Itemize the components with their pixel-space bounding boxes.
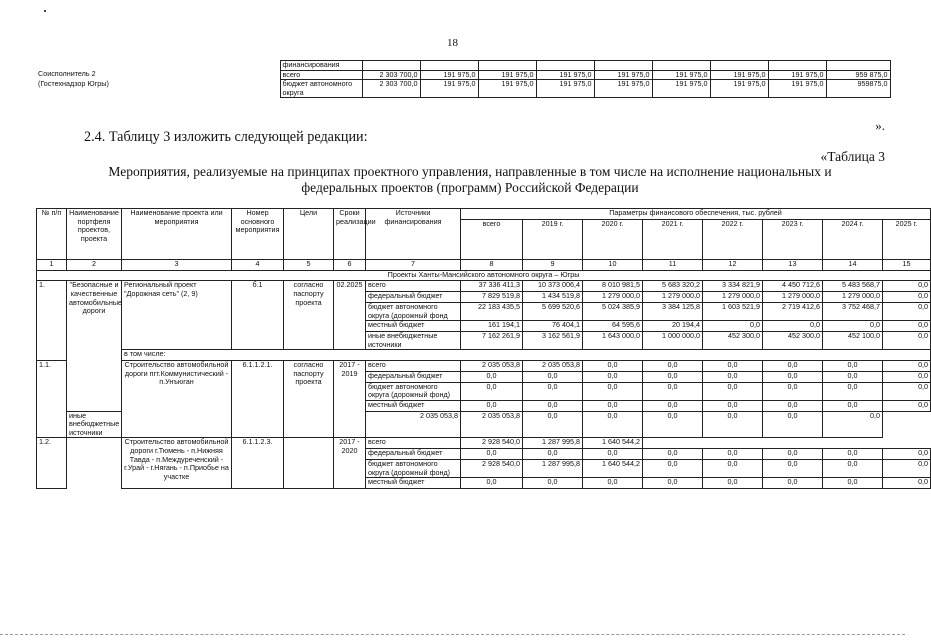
header-cell: Наименование проекта или мероприятия	[122, 209, 232, 260]
value-cell: 0,0	[523, 478, 583, 489]
value-cell: 0,0	[643, 459, 703, 477]
value-cell: 191 975,0	[478, 80, 536, 98]
source-cell: всего	[366, 281, 461, 292]
source-cell: иные внебюджетные источники	[366, 331, 461, 349]
value-cell: 1 279 000,0	[823, 292, 883, 303]
value-cell: 5 024 385,9	[583, 302, 643, 320]
executor-cell: (Гостехнадзор Югры)	[38, 78, 109, 88]
value-cell: 76 404,1	[523, 321, 583, 332]
value-cell: 1 434 519,8	[523, 292, 583, 303]
value-cell: 191 975,0	[536, 70, 594, 80]
column-number: 6	[334, 259, 366, 270]
value-cell: 0,0	[883, 281, 931, 292]
value-cell: 2 303 700,0	[362, 70, 420, 80]
value-cell: 452 100,0	[823, 331, 883, 349]
goal-cell: согласно паспорту проекта	[284, 360, 334, 437]
value-cell: 0,0	[461, 400, 523, 411]
value-cell: 0,0	[643, 478, 703, 489]
table-label: «Таблица 3	[820, 149, 885, 164]
project-cell: Региональный проект "Дорожная сеть" (2, 9)	[122, 281, 232, 350]
top-table	[36, 60, 891, 98]
term-cell: 2017 - 2019	[334, 360, 366, 437]
value-cell: 0,0	[643, 449, 703, 460]
source-cell: федеральный бюджет	[366, 371, 461, 382]
value-cell: 0,0	[461, 382, 523, 400]
value-cell: 0,0	[583, 360, 643, 371]
source-cell: финансирования	[280, 61, 362, 71]
value-cell: 0,0	[583, 478, 643, 489]
source-cell: федеральный бюджет	[366, 449, 461, 460]
value-cell: 2 035 053,8	[366, 411, 461, 438]
value-cell: 1 287 995,8	[523, 438, 583, 449]
value-cell: 0,0	[703, 411, 763, 438]
value-cell: 0,0	[703, 449, 763, 460]
source-cell: всего	[366, 438, 461, 449]
value-cell: 0,0	[583, 411, 643, 438]
value-cell: 0,0	[883, 321, 931, 332]
value-cell: 37 336 411,3	[461, 281, 523, 292]
value-cell: 0,0	[763, 411, 823, 438]
column-number: 12	[703, 259, 763, 270]
row-number: 1.2.	[37, 438, 67, 489]
value-cell: 0,0	[883, 449, 931, 460]
term-cell: 02.2025	[334, 281, 366, 350]
source-cell: всего	[366, 360, 461, 371]
value-cell: 0,0	[763, 478, 823, 489]
region-row	[37, 270, 931, 281]
value-cell: 0,0	[763, 459, 823, 477]
value-cell: 0,0	[823, 459, 883, 477]
value-cell: 7 162 261,9	[461, 331, 523, 349]
value-cell: 0,0	[823, 371, 883, 382]
column-number: 15	[883, 259, 931, 270]
value-cell: 0,0	[823, 321, 883, 332]
value-cell: 3 162 561,9	[523, 331, 583, 349]
table-row	[36, 80, 890, 98]
column-number-row	[37, 259, 931, 270]
header-cell: № п/п	[37, 209, 67, 260]
value-cell: 0,0	[583, 449, 643, 460]
source-cell: бюджет автономного округа (дорожный фонд)	[366, 459, 461, 477]
value-cell: 1 279 000,0	[703, 292, 763, 303]
value-cell: 0,0	[763, 321, 823, 332]
main-activity-number: 6.1.1.2.3.	[232, 438, 284, 489]
source-cell: федеральный бюджет	[366, 292, 461, 303]
value-cell: 0,0	[703, 478, 763, 489]
value-cell: 0,0	[583, 400, 643, 411]
source-cell: всего	[280, 70, 362, 80]
value-cell: 0,0	[883, 478, 931, 489]
header-cell: 2024 г.	[823, 219, 883, 259]
value-cell: 0,0	[643, 371, 703, 382]
value-cell: 0,0	[763, 400, 823, 411]
column-number: 2	[67, 259, 122, 270]
value-cell: 7 829 519,8	[461, 292, 523, 303]
value-cell: 3 334 821,9	[703, 281, 763, 292]
value-cell: 0,0	[523, 371, 583, 382]
header-cell: 2022 г.	[703, 219, 763, 259]
value-cell: 191 975,0	[768, 70, 826, 80]
value-cell: 1 279 000,0	[643, 292, 703, 303]
main-title-line: федеральных проектов (программ) Российской Федерации	[301, 180, 639, 195]
value-cell: 0,0	[763, 449, 823, 460]
header-cell: 2020 г.	[583, 219, 643, 259]
scan-mark	[44, 10, 46, 12]
value-cell: 191 975,0	[536, 80, 594, 98]
value-cell: 2 035 053,8	[461, 411, 523, 438]
page-number: 18	[447, 37, 458, 49]
value-cell: 191 975,0	[478, 70, 536, 80]
goal-cell: согласно паспорту проекта	[284, 281, 334, 350]
value-cell: 0,0	[703, 400, 763, 411]
value-cell: 191 975,0	[768, 80, 826, 98]
value-cell: 5 483 568,7	[823, 281, 883, 292]
value-cell: 0,0	[763, 382, 823, 400]
region-title: Проекты Ханты-Мансийского автономного округа – Югры	[37, 270, 931, 281]
main-title-line: Мероприятия, реализуемые на принципах проектного управления, направленные в том числе на исполнение национальных и	[108, 164, 832, 179]
value-cell: 2 928 540,0	[461, 459, 523, 477]
source-cell: иные внебюджетные источники	[67, 411, 122, 438]
header-row	[37, 209, 931, 220]
value-cell: 161 194,1	[461, 321, 523, 332]
value-cell: 22 183 435,5	[461, 302, 523, 320]
closing-quote: ».	[875, 118, 885, 133]
source-cell: бюджет автономного округа	[280, 80, 362, 98]
value-cell: 0,0	[703, 371, 763, 382]
value-cell: 0,0	[583, 371, 643, 382]
value-cell: 1 603 521,9	[703, 302, 763, 320]
main-title	[80, 164, 860, 196]
value-cell: 0,0	[643, 400, 703, 411]
value-cell: 0,0	[461, 478, 523, 489]
value-cell: 0,0	[823, 360, 883, 371]
column-number: 14	[823, 259, 883, 270]
value-cell: 0,0	[461, 371, 523, 382]
column-number: 10	[583, 259, 643, 270]
header-cell: Сроки реализации	[334, 209, 366, 260]
value-cell: 0,0	[643, 411, 703, 438]
table-row	[36, 61, 890, 71]
header-cell: 2019 г.	[523, 219, 583, 259]
value-cell: 0,0	[523, 411, 583, 438]
value-cell: 959875,0	[826, 80, 890, 98]
header-cell: Цели	[284, 209, 334, 260]
header-cell: Наименование портфеля проектов, проекта	[67, 209, 122, 260]
value-cell: 0,0	[703, 360, 763, 371]
value-cell: 191 975,0	[710, 80, 768, 98]
value-cell: 0,0	[583, 382, 643, 400]
value-cell: 0,0	[883, 371, 931, 382]
value-cell: 1 287 995,8	[523, 459, 583, 477]
value-cell: 0,0	[703, 321, 763, 332]
column-number: 8	[461, 259, 523, 270]
value-cell: 2 719 412,6	[763, 302, 823, 320]
column-number: 3	[122, 259, 232, 270]
value-cell: 1 640 544,2	[583, 438, 643, 449]
value-cell: 0,0	[823, 382, 883, 400]
column-number: 5	[284, 259, 334, 270]
value-cell: 0,0	[883, 360, 931, 371]
value-cell: 10 373 006,4	[523, 281, 583, 292]
value-cell: 0,0	[461, 449, 523, 460]
value-cell: 191 975,0	[420, 70, 478, 80]
value-cell: 1 000 000,0	[643, 331, 703, 349]
column-number: 7	[366, 259, 461, 270]
value-cell: 4 450 712,6	[763, 281, 823, 292]
value-cell: 0,0	[763, 360, 823, 371]
value-cell: 0,0	[823, 478, 883, 489]
header-cell: 2023 г.	[763, 219, 823, 259]
row-number: 1.	[37, 281, 67, 361]
value-cell: 0,0	[823, 449, 883, 460]
value-cell: 3 384 125,8	[643, 302, 703, 320]
column-number: 11	[643, 259, 703, 270]
header-cell: 2021 г.	[643, 219, 703, 259]
value-cell: 64 595,6	[583, 321, 643, 332]
portfolio-cell: "Безопасные и качественные автомобильные дороги	[67, 281, 122, 411]
page-edge-divider	[0, 634, 905, 635]
value-cell: 8 010 981,5	[583, 281, 643, 292]
value-cell: 0,0	[883, 459, 931, 477]
source-cell: бюджет автономного округа (дорожный фонд)	[366, 382, 461, 400]
header-cell: 2025 г.	[883, 219, 931, 259]
value-cell: 2 035 053,8	[523, 360, 583, 371]
in-total-label: в том числе:	[122, 350, 931, 361]
section-title: 2.4. Таблицу 3 изложить следующей редакции:	[84, 129, 368, 145]
value-cell: 191 975,0	[710, 70, 768, 80]
value-cell: 452 300,0	[703, 331, 763, 349]
header-cell: всего	[461, 219, 523, 259]
header-cell: Параметры финансового обеспечения, тыс. рублей	[461, 209, 931, 220]
value-cell: 0,0	[643, 382, 703, 400]
column-number: 9	[523, 259, 583, 270]
value-cell: 0,0	[523, 449, 583, 460]
value-cell: 0,0	[883, 331, 931, 349]
project-cell: Строительство автомобильной дороги пгт.Коммунистический - п.Унъюган	[122, 360, 232, 437]
row-number: 1.1.	[37, 360, 67, 437]
value-cell: 191 975,0	[594, 80, 652, 98]
source-cell: местный бюджет	[366, 400, 461, 411]
value-cell: 5 683 320,2	[643, 281, 703, 292]
header-cell: Номер основного мероприятия	[232, 209, 284, 260]
value-cell: 0,0	[883, 400, 931, 411]
value-cell: 191 975,0	[420, 80, 478, 98]
value-cell: 2 035 053,8	[461, 360, 523, 371]
table-row	[37, 350, 931, 361]
column-number: 1	[37, 259, 67, 270]
value-cell: 0,0	[703, 382, 763, 400]
value-cell: 1 279 000,0	[763, 292, 823, 303]
term-cell: 2017 - 2020	[334, 438, 366, 489]
value-cell: 452 300,0	[763, 331, 823, 349]
value-cell: 0,0	[883, 302, 931, 320]
value-cell: 0,0	[523, 400, 583, 411]
value-cell: 2 303 700,0	[362, 80, 420, 98]
value-cell: 0,0	[883, 382, 931, 400]
value-cell: 191 975,0	[594, 70, 652, 80]
value-cell: 20 194,4	[643, 321, 703, 332]
source-cell: местный бюджет	[366, 478, 461, 489]
value-cell: 959 875,0	[826, 70, 890, 80]
value-cell: 0,0	[883, 292, 931, 303]
value-cell: 1 279 000,0	[583, 292, 643, 303]
main-table	[36, 208, 931, 489]
executor-cell: Соисполнитель 2	[38, 69, 96, 79]
value-cell: 5 699 520,6	[523, 302, 583, 320]
value-cell: 191 975,0	[652, 80, 710, 98]
source-cell: бюджет автономного округа (дорожный фонд	[366, 302, 461, 320]
value-cell: 0,0	[763, 371, 823, 382]
value-cell: 0,0	[823, 411, 883, 438]
value-cell: 2 928 540,0	[461, 438, 523, 449]
value-cell: 191 975,0	[652, 70, 710, 80]
header-cell: Источники финансирования	[366, 209, 461, 260]
table-row	[37, 281, 931, 292]
table-row	[37, 438, 931, 449]
table-row	[37, 360, 931, 371]
value-cell: 1 643 000,0	[583, 331, 643, 349]
value-cell: 0,0	[823, 400, 883, 411]
value-cell: 3 752 468,7	[823, 302, 883, 320]
value-cell: 0,0	[523, 382, 583, 400]
value-cell: 0,0	[643, 360, 703, 371]
project-cell: Строительство автомобильной дороги г.Тюмень - п.Нижняя Тавда - п.Междуреченский - г.Урай - г.Нягань - п.Приобье на участке	[122, 438, 232, 489]
main-activity-number: 6.1.1.2.1.	[232, 360, 284, 437]
value-cell: 1 640 544,2	[583, 459, 643, 477]
column-number: 4	[232, 259, 284, 270]
source-cell: местный бюджет	[366, 321, 461, 332]
main-activity-number: б.1	[232, 281, 284, 350]
column-number: 13	[763, 259, 823, 270]
value-cell: 0,0	[703, 459, 763, 477]
